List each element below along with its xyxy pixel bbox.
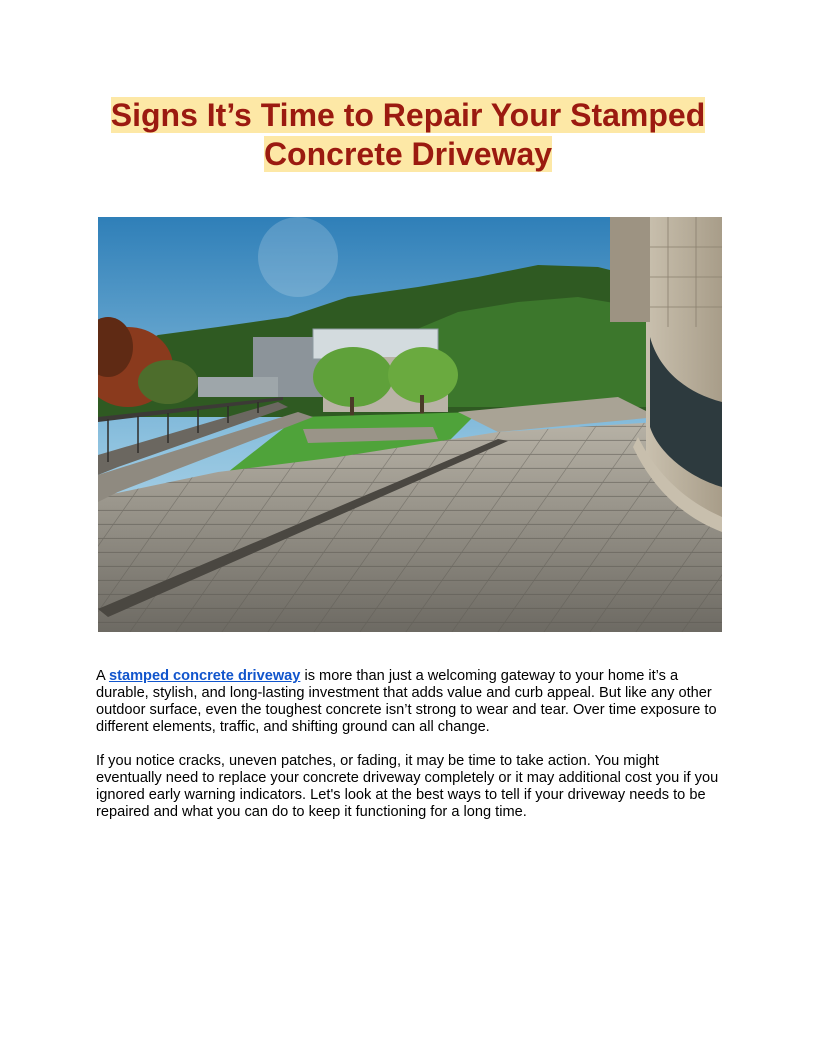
title-line-1: Signs It’s Time to Repair Your Stamped <box>110 97 706 133</box>
hero-image <box>98 217 722 632</box>
stamped-concrete-driveway-link[interactable]: stamped concrete driveway <box>108 668 301 684</box>
intro-prefix: A <box>96 668 109 684</box>
article-body <box>96 668 726 838</box>
title-line-2: Concrete Driveway <box>263 136 553 172</box>
intro-suffix: is more than just a welcoming gateway to your home it’s a durable, stylish, and long-lasting investment that adds value and curb appeal. But like any other outdoor surface, even the toughest concrete isn’t strong to wear and tear. Over time exposure to different elements, traffic, and shifting ground can all change. <box>96 668 717 735</box>
second-paragraph: If you notice cracks, uneven patches, or fading, it may be time to take action. You might eventually need to replace your concrete driveway completely or it may additional cost you if you ignored early warning indicators. Let's look at the best ways to tell if your driveway needs to be repaired and what you can do to keep it functioning for a long time. <box>96 753 719 820</box>
intro-paragraph <box>96 668 726 736</box>
page-title <box>60 96 756 174</box>
